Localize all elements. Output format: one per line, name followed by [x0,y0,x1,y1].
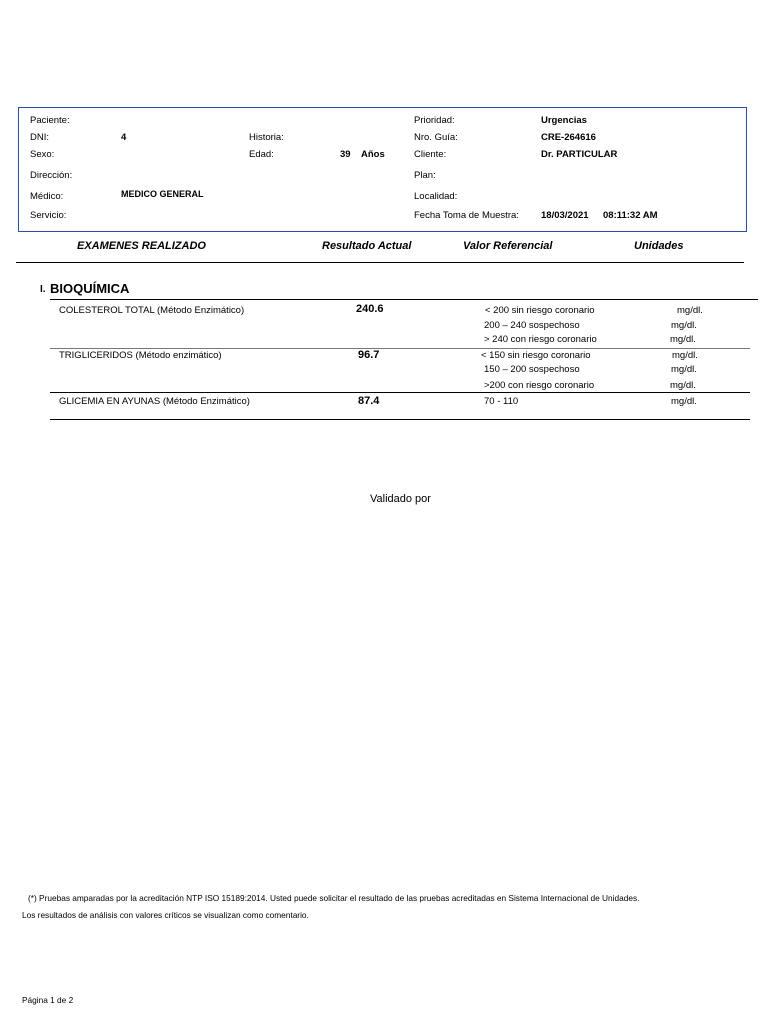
dni-value: 4 [121,132,127,143]
hora-value: 08:11:32 AM [603,210,658,221]
localidad-label: Localidad: [414,191,458,202]
test-ref: 150 – 200 sospechoso [484,364,580,375]
test-ref: < 200 sin riesgo coronario [485,305,595,316]
test-unit: mg/dl. [670,334,696,345]
edad-unit: Años [361,149,385,160]
test-unit: mg/dl. [671,364,697,375]
servicio-label: Servicio: [30,210,67,221]
test-result-colesterol: 240.6 [356,303,384,315]
test-unit: mg/dl. [671,396,697,407]
dni-label: DNI: [30,132,49,143]
col-resultado: Resultado Actual [322,240,412,252]
fecha-label: Fecha Toma de Muestra: [414,210,519,221]
test-ref: > 240 con riesgo coronario [484,334,597,345]
test-ref: >200 con riesgo coronario [484,380,595,391]
test-unit: mg/dl. [670,380,696,391]
test-ref: 70 - 110 [484,396,519,407]
col-examenes: EXAMENES REALIZADO [77,240,206,252]
test-name-glicemia: GLICEMIA EN AYUNAS (Método Enzimático) [59,396,250,407]
guia-label: Nro. Guía: [414,132,458,143]
cliente-label: Cliente: [414,149,447,160]
prioridad-label: Prioridad: [414,115,455,126]
section-title: BIOQUÍMICA [50,281,130,296]
edad-label: Edad: [249,149,274,160]
plan-label: Plan: [414,170,436,181]
test-result-trigliceridos: 96.7 [358,349,380,361]
col-unidades: Unidades [634,240,684,252]
section-divider [50,299,758,300]
section-number: I. [40,284,46,295]
cliente-value: Dr. PARTICULAR [541,149,618,160]
test-name-colesterol: COLESTEROL TOTAL (Método Enzimático) [59,305,245,316]
test-unit: mg/dl. [671,320,697,331]
footer-note-accreditation: (*) Pruebas amparadas por la acreditación NTP ISO 15189:2014. Usted puede solicitar el resultado de las pruebas acreditadas en Sistema Internacional de Unidades. [28,893,640,903]
test-ref: 200 – 240 sospechoso [484,320,580,331]
guia-value: CRE-264616 [541,132,596,143]
paciente-label: Paciente: [30,115,70,126]
validated-by: Validado por [370,493,431,505]
page-number: Página 1 de 2 [22,995,74,1005]
prioridad-value: Urgencias [541,115,587,126]
col-referencial: Valor Referencial [463,240,553,252]
header-divider [16,262,744,263]
historia-label: Historia: [249,132,284,143]
row-divider [50,392,750,393]
test-ref: < 150 sin riesgo coronario [481,350,591,361]
footer-note-critical: Los resultados de análisis con valores críticos se visualizan como comentario. [22,910,309,920]
table-bottom-divider [50,419,750,420]
test-unit: mg/dl. [672,350,698,361]
fecha-value: 18/03/2021 [541,210,589,221]
medico-label: Médico: [30,191,64,202]
row-divider [50,348,750,349]
sexo-label: Sexo: [30,149,55,160]
test-unit: mg/dl. [677,305,703,316]
test-name-trigliceridos: TRIGLICERIDOS (Método enzimático) [59,350,222,361]
medico-value: MEDICO GENERAL [121,189,204,199]
test-result-glicemia: 87.4 [358,395,380,407]
direccion-label: Dirección: [30,170,73,181]
edad-value: 39 [340,149,351,160]
